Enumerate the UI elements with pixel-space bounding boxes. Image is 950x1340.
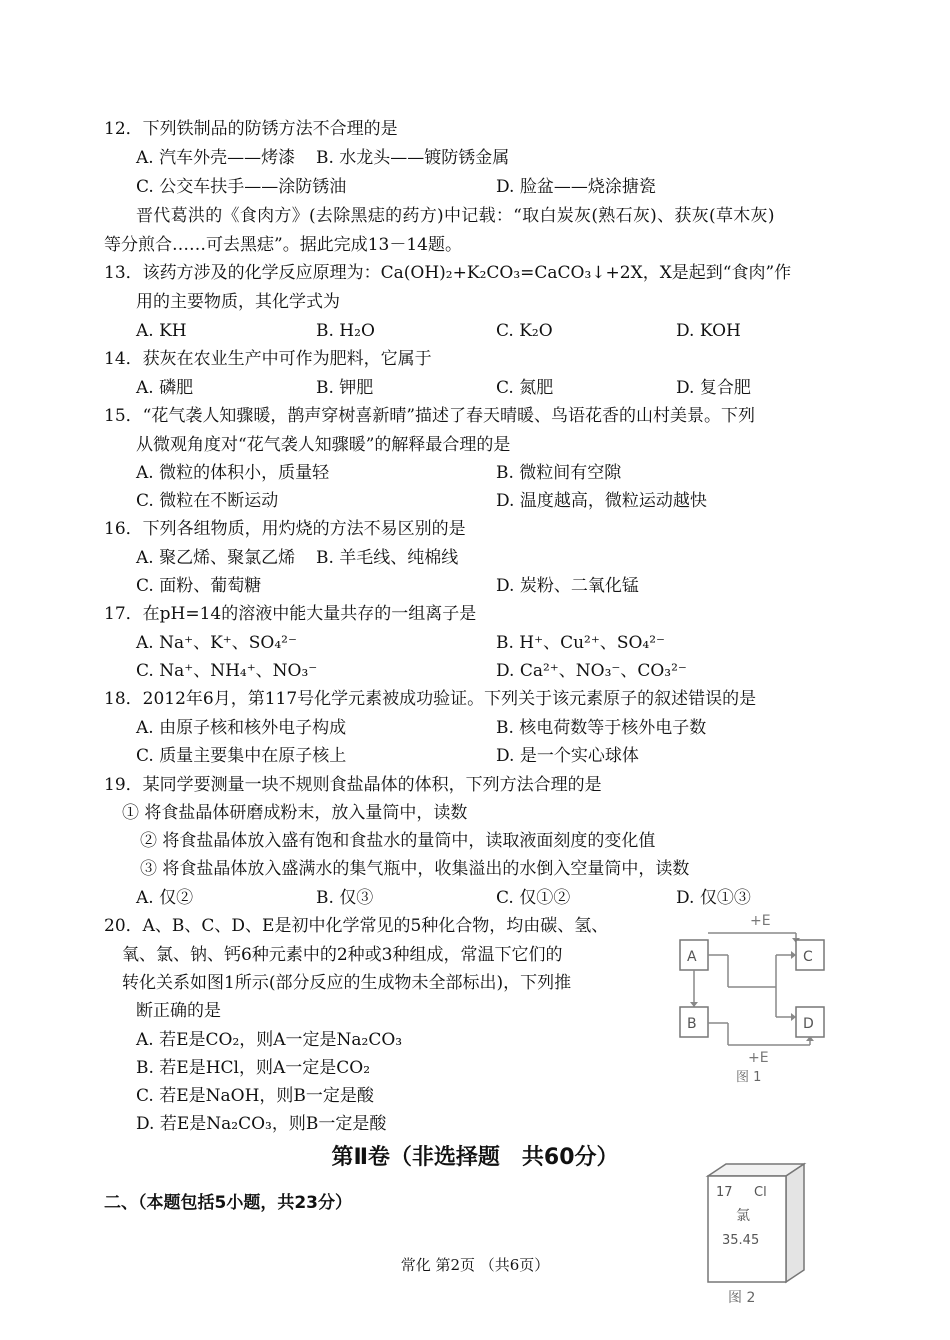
q20-option-a: A. 若E是CO₂，则A一定是Na₂CO₃ <box>136 1030 403 1050</box>
figure-2-symbol: Cl <box>754 1185 767 1200</box>
q15-stem: 15．“花气袭人知骤暖，鹊声穿树喜新晴”描述了春天晴暖、鸟语花香的山村美景。下列 <box>104 406 756 426</box>
q12-option-b: B. 水龙头——镀防锈金属 <box>316 148 510 168</box>
q13-equation: Ca(OH)₂+K₂CO₃=CaCO₃↓+2X <box>380 263 643 283</box>
q18-option-d: D. 是一个实心球体 <box>496 746 639 766</box>
q17-option-c: C. Na⁺、NH₄⁺、NO₃⁻ <box>136 661 318 681</box>
q15-stem-line-2: 从微观角度对“花气袭人知骤暖”的解释最合理的是 <box>136 435 511 455</box>
q16-option-d: D. 炭粉、二氧化锰 <box>496 576 639 596</box>
q16-option-c: C. 面粉、葡萄糖 <box>136 576 262 596</box>
figure-2-caption: 图 2 <box>728 1290 756 1306</box>
q19-option-d: D. 仅①③ <box>676 888 751 908</box>
figure-1-box-d-label: D <box>803 1016 814 1032</box>
figure-1-caption: 图 1 <box>736 1070 762 1085</box>
q12-option-c: C. 公交车扶手——涂防锈油 <box>136 177 347 197</box>
q16-stem: 16．下列各组物质，用灼烧的方法不易区别的是 <box>104 519 466 539</box>
q13-option-b: B. H₂O <box>316 321 375 341</box>
q18-stem: 18．2012年6月，第117号化学元素被成功验证。下列关于该元素原子的叙述错误的是 <box>104 689 757 709</box>
figure-2-atomic-number: 17 <box>716 1185 733 1200</box>
q19-stem: 19．某同学要测量一块不规则食盐晶体的体积，下列方法合理的是 <box>104 775 602 795</box>
q15-option-c: C. 微粒在不断运动 <box>136 491 279 511</box>
page-footer: 常化 第2页 （共6页） <box>400 1256 550 1274</box>
figure-1-box-c-label: C <box>803 949 813 965</box>
q20-stem-line-4: 断正确的是 <box>136 1001 221 1021</box>
q19-option-c: C. 仅①② <box>496 888 571 908</box>
q12-option-d: D. 脸盆——烧涂搪瓷 <box>496 177 656 197</box>
q15-option-d: D. 温度越高，微粒运动越快 <box>496 491 707 511</box>
q13-option-d: D. KOH <box>676 321 741 341</box>
q14-option-d: D. 复合肥 <box>676 378 751 398</box>
q16-option-a: A. 聚乙烯、聚氯乙烯 <box>136 548 296 568</box>
q19-statement-3: ③ 将食盐晶体放入盛满水的集气瓶中，收集溢出的水倒入空量筒中，读数 <box>140 859 690 879</box>
q20-option-d: D. 若E是Na₂CO₃，则B一定是酸 <box>136 1114 387 1134</box>
q18-option-c: C. 质量主要集中在原子核上 <box>136 746 347 766</box>
q12-stem: 12．下列铁制品的防锈方法不合理的是 <box>104 119 398 139</box>
part-2-title: 第Ⅱ卷（非选择题 共60分） <box>331 1145 619 1170</box>
q14-stem: 14．获灰在农业生产中可作为肥料，它属于 <box>104 349 432 369</box>
section-2-heading: 二、（本题包括5小题，共23分） <box>104 1193 352 1213</box>
q17-option-a: A. Na⁺、K⁺、SO₄²⁻ <box>136 633 297 653</box>
q13-stem-suffix: ，X是起到“食肉”作 <box>642 263 792 283</box>
q19-statement-2: ② 将食盐晶体放入盛有饱和食盐水的量筒中，读取液面刻度的变化值 <box>140 831 656 851</box>
q20-option-b: B. 若E是HCl，则A一定是CO₂ <box>136 1058 371 1078</box>
q13-stem-line-2: 用的主要物质，其化学式为 <box>136 292 340 312</box>
q16-option-b: B. 羊毛线、纯棉线 <box>316 548 459 568</box>
figure-1-box-a-label: A <box>687 949 697 965</box>
q20-stem-line-3: 转化关系如图1所示(部分反应的生成物未全部标出)，下列推 <box>122 973 572 993</box>
q18-option-a: A. 由原子核和核外电子构成 <box>136 718 347 738</box>
figure-1-box-b-label: B <box>687 1016 697 1032</box>
q19-option-a: A. 仅② <box>136 888 194 908</box>
q20-stem-line-1: 20．A、B、C、D、E是初中化学常见的5种化合物，均由碳、氢、 <box>104 916 609 936</box>
figure-1-bottom-label: +E <box>748 1050 769 1066</box>
figure-2-atomic-mass: 35.45 <box>722 1233 760 1248</box>
q13-stem-prefix: 13．该药方涉及的化学反应原理为： <box>104 263 381 283</box>
q17-option-d: D. Ca²⁺、NO₃⁻、CO₃²⁻ <box>496 661 687 681</box>
q13-option-a: A. KH <box>136 321 187 341</box>
q19-statement-1: ① 将食盐晶体研磨成粉末，放入量筒中，读数 <box>122 803 468 823</box>
figure-2-element-card <box>700 1158 810 1308</box>
figure-1-diagram <box>668 905 838 1085</box>
q15-option-b: B. 微粒间有空隙 <box>496 463 622 483</box>
figure-1-top-label: +E <box>750 913 771 929</box>
q13-option-c: C. K₂O <box>496 321 553 341</box>
q20-stem-line-2: 氧、氯、钠、钙6种元素中的2种或3种组成，常温下它们的 <box>122 945 563 965</box>
intro-line-1: 晋代葛洪的《食肉方》(去除黑痣的药方)中记载：“取白炭灰(熟石灰)、获灰(草木灰) <box>136 206 775 226</box>
q17-option-b: B. H⁺、Cu²⁺、SO₄²⁻ <box>496 633 666 653</box>
q17-stem: 17．在pH=14的溶液中能大量共存的一组离子是 <box>104 604 477 624</box>
q14-option-b: B. 钾肥 <box>316 378 374 398</box>
q15-option-a: A. 微粒的体积小，质量轻 <box>136 463 330 483</box>
q14-option-a: A. 磷肥 <box>136 378 194 398</box>
figure-2-element-name: 氯 <box>736 1208 750 1224</box>
intro-line-2: 等分煎合……可去黑痣”。据此完成13－14题。 <box>104 235 462 255</box>
q13-stem <box>104 262 791 284</box>
q12-option-a: A. 汽车外壳——烤漆 <box>136 148 296 168</box>
q20-option-c: C. 若E是NaOH，则B一定是酸 <box>136 1086 374 1106</box>
q18-option-b: B. 核电荷数等于核外电子数 <box>496 718 707 738</box>
q19-option-b: B. 仅③ <box>316 888 374 908</box>
q14-option-c: C. 氮肥 <box>496 378 554 398</box>
